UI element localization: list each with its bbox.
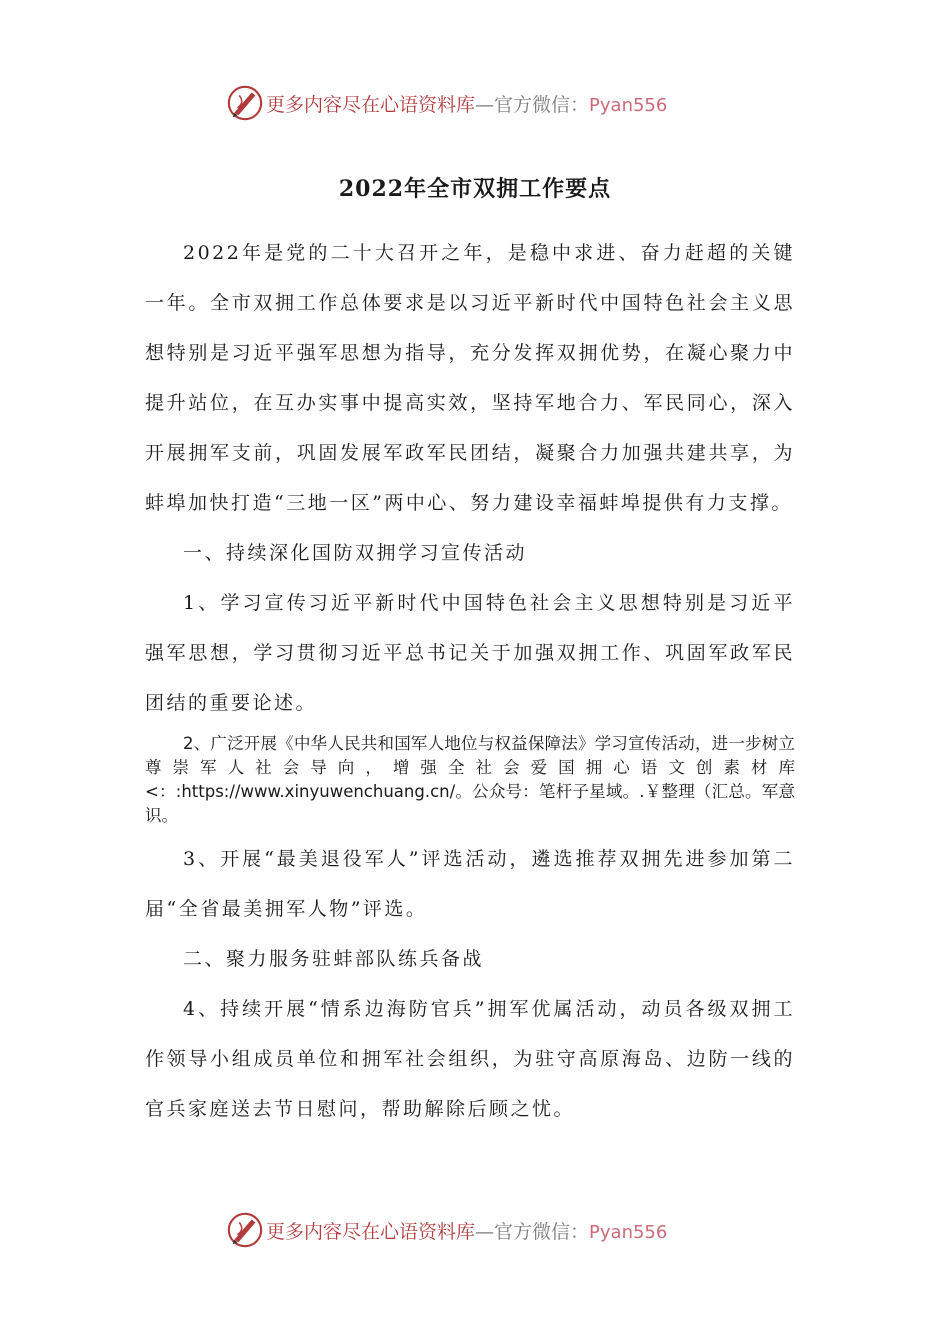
section-heading-2: 二、聚力服务驻蚌部队练兵备战 — [183, 948, 485, 970]
footer-watermark — [0, 1209, 950, 1253]
document-body — [145, 228, 795, 1134]
section-heading-1: 一、持续深化国防双拥学习宣传活动 — [183, 542, 528, 564]
watermark-wechat-id: Pyan556 — [589, 95, 668, 116]
watermark-site: 更多内容尽在心语资料库 — [266, 94, 476, 116]
watermark-wechat-label: —官方微信： — [475, 94, 590, 116]
watermark-text — [266, 1217, 667, 1244]
header-watermark — [0, 82, 950, 126]
watermark-wechat-id: Pyan556 — [589, 1222, 668, 1243]
item-2: 2、广泛开展《中华人民共和国军人地位与权益保障法》学习宣传活动，进一步树立尊崇军人社会导向，增强全社会爱国拥心语文创素材库<：:https://www.xinyuwenchuang.cn/。公众号：笔杆子星域。.￥整理（汇总。军意识。 — [145, 734, 795, 825]
watermark-site: 更多内容尽在心语资料库 — [266, 1221, 476, 1243]
pen-logo-icon — [226, 84, 264, 122]
watermark-wechat-label: —官方微信： — [475, 1221, 590, 1243]
item-3: 3、开展“最美退役军人”评选活动，遴选推荐双拥先进参加第二届“全省最美拥军人物”评选。 — [145, 848, 795, 920]
watermark-text — [266, 90, 667, 117]
pen-logo-icon — [226, 1211, 264, 1249]
document-title: 2022年全市双拥工作要点 — [338, 176, 612, 202]
intro-paragraph: 2022年是党的二十大召开之年，是稳中求进、奋力赶超的关键一年。全市双拥工作总体要求是以习近平新时代中国特色社会主义思想特别是习近平强军思想为指导，充分发挥双拥优势，在凝心聚力中提升站位，在互办实事中提高实效，坚持军地合力、军民同心，深入开展拥军支前，巩固发展军政军民团结，凝聚合力加强共建共享，为蚌埠加快打造“三地一区”两中心、努力建设幸福蚌埠提供有力支撑。 — [145, 242, 795, 514]
item-4: 4、持续开展“情系边海防官兵”拥军优属活动，动员各级双拥工作领导小组成员单位和拥军社会组织，为驻守高原海岛、边防一线的官兵家庭送去节日慰问，帮助解除后顾之忧。 — [145, 998, 795, 1120]
item-1: 1、学习宣传习近平新时代中国特色社会主义思想特别是习近平强军思想，学习贯彻习近平总书记关于加强双拥工作、巩固军政军民团结的重要论述。 — [145, 592, 795, 714]
